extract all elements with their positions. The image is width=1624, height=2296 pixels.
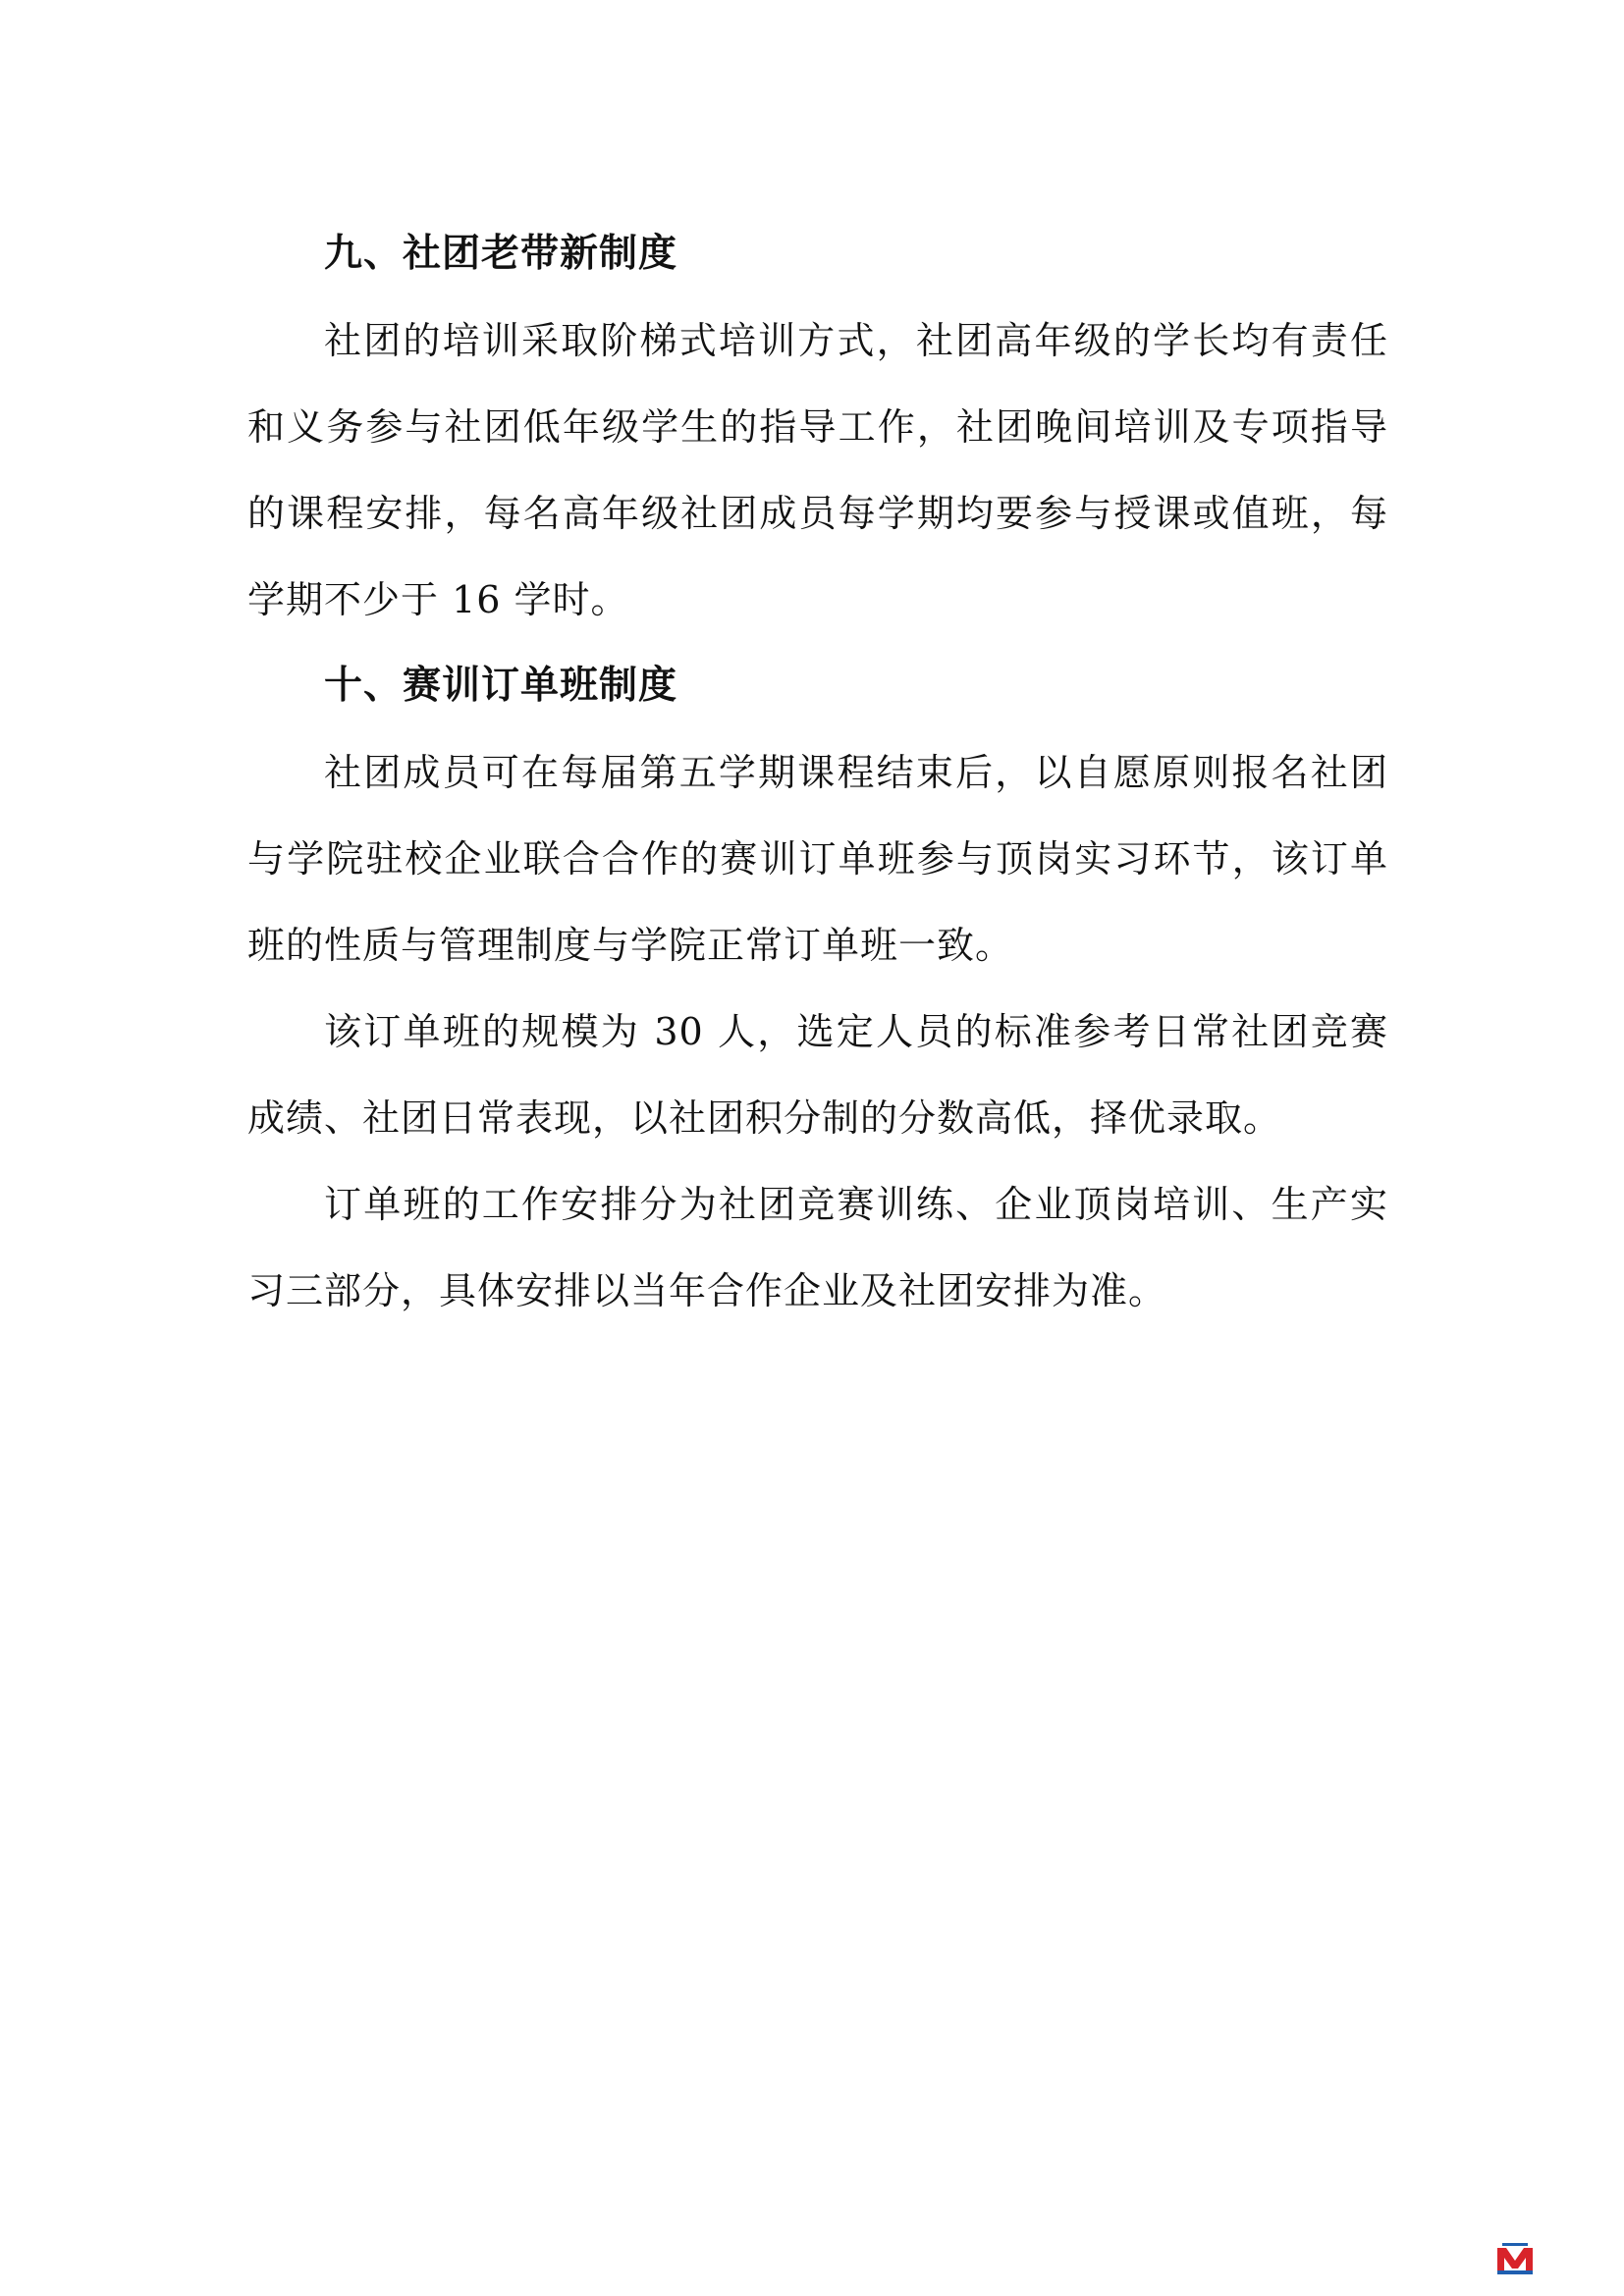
m-logo-icon [1494,2241,1536,2274]
document-body [247,211,1388,1334]
paragraph-order-class-arrangement: 订单班的工作安排分为社团竞赛训练、企业顶岗培训、生产实习三部分，具体安排以当年合作企业及社团安排为准。 [247,1183,1388,1312]
section-heading-mentoring: 九、社团老带新制度 [324,232,678,276]
paragraph-order-class-enrollment: 社团成员可在每届第五学期课程结束后，以自愿原则报名社团与学院驻校企业联合合作的赛训订单班参与顶岗实习环节，该订单班的性质与管理制度与学院正常订单班一致。 [247,751,1388,967]
paragraph-order-class-scale: 该订单班的规模为 30 人，选定人员的标准参考日常社团竞赛成绩、社团日常表现，以社团积分制的分数高低，择优录取。 [247,1010,1388,1140]
paragraph-mentoring: 社团的培训采取阶梯式培训方式，社团高年级的学长均有责任和义务参与社团低年级学生的指导工作，社团晚间培训及专项指导的课程安排，每名高年级社团成员每学期均要参与授课或值班，每学期不少于 16 学时。 [247,319,1388,621]
section-heading-order-class: 十、赛训订单班制度 [324,664,678,708]
